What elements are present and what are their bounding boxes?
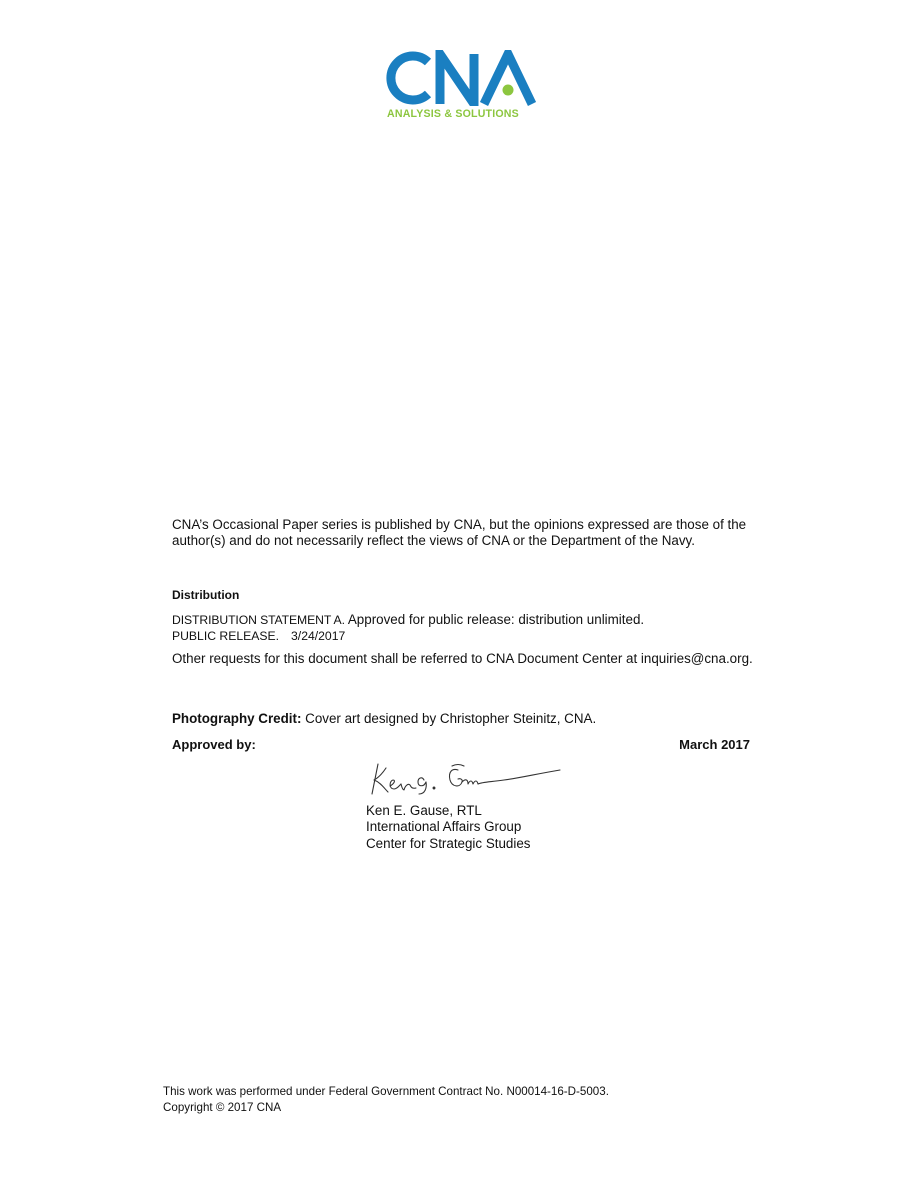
contract-statement: This work was performed under Federal Government Contract No. N00014-16-D-5003. — [163, 1085, 609, 1098]
approver-name: Ken E. Gause, RTL — [366, 803, 482, 818]
copyright-notice: Copyright © 2017 CNA — [163, 1101, 282, 1115]
distribution-statement-rest: Approved for public release: distribution unlimited. — [344, 612, 645, 627]
signature-image — [364, 760, 564, 796]
photography-credit — [172, 711, 762, 727]
public-release-line — [172, 628, 762, 644]
approved-by-label: Approved by: — [172, 737, 256, 752]
approver-center: Center for Strategic Studies — [366, 835, 531, 851]
approver-block — [366, 803, 666, 852]
distribution-statement — [172, 612, 762, 628]
approval-date: March 2017 — [679, 737, 750, 752]
cna-logo-icon — [384, 50, 540, 106]
distribution-heading: Distribution — [172, 588, 240, 602]
cna-logo — [384, 50, 540, 122]
logo-tagline: ANALYSIS & SOLUTIONS — [387, 108, 519, 120]
photography-credit-label: Photography Credit: — [172, 711, 302, 726]
public-release-label: PUBLIC RELEASE. — [172, 629, 280, 643]
other-requests-paragraph: Other requests for this document shall be referred to CNA Document Center at inquiries@cna.org. — [172, 651, 753, 666]
distribution-statement-caps: DISTRIBUTION STATEMENT A. — [172, 613, 345, 627]
approver-group: International Affairs Group — [366, 819, 522, 835]
footer — [163, 1084, 763, 1116]
photography-credit-text: Cover art designed by Christopher Steinitz, CNA. — [301, 711, 597, 726]
disclaimer-paragraph: CNA’s Occasional Paper series is published by CNA, but the opinions expressed are those of the author(s) and do not necessarily reflect the views of CNA or the Department of the Navy. — [172, 517, 747, 549]
public-release-date: 3/24/2017 — [291, 629, 346, 643]
